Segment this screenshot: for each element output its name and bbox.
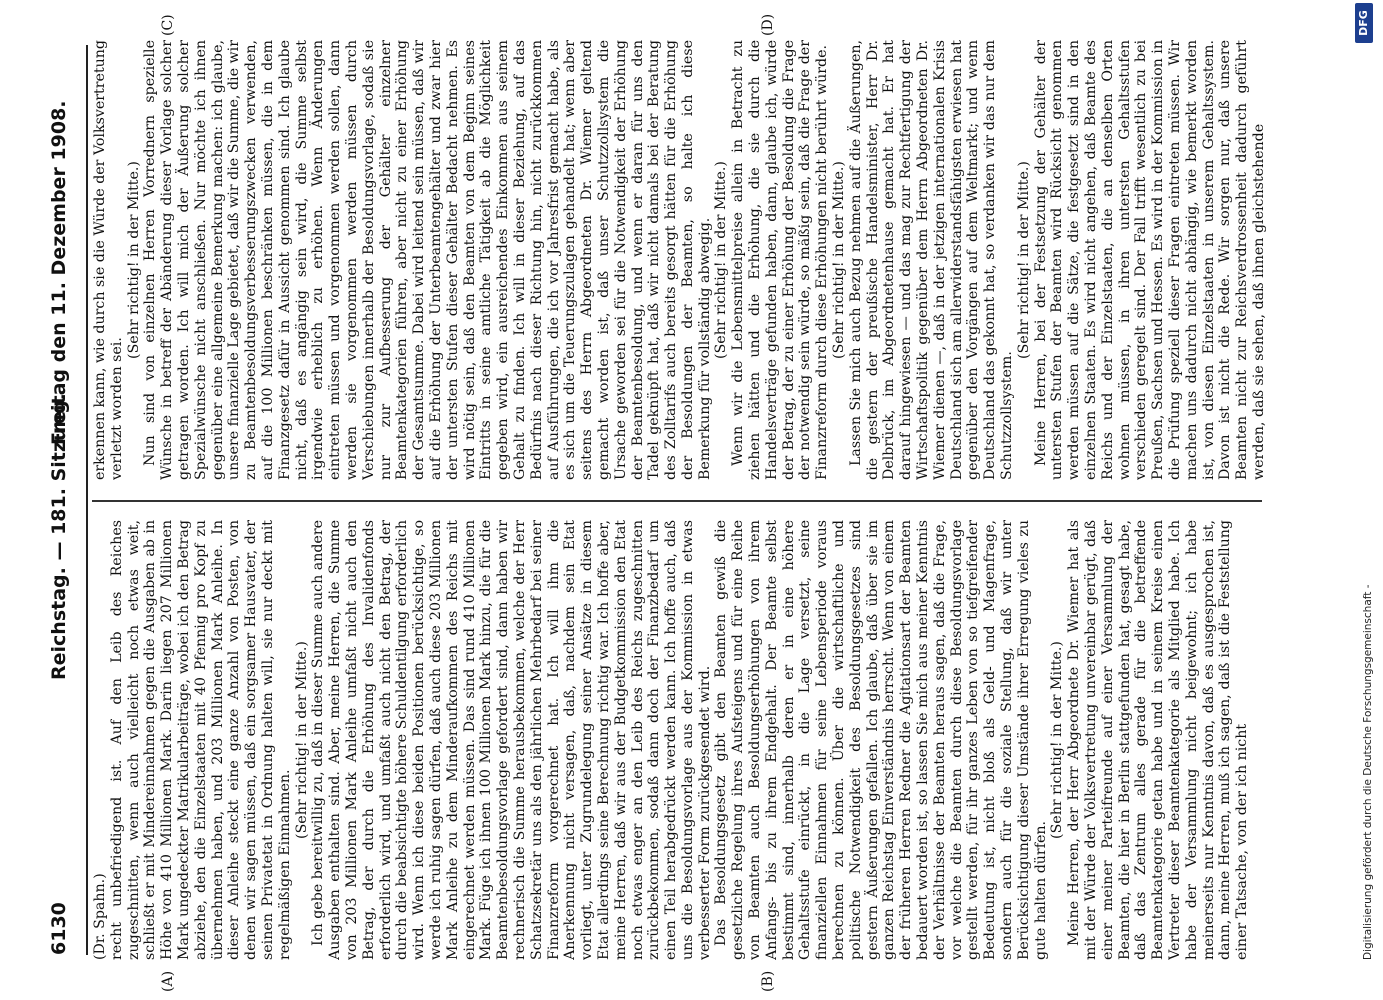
- interjection: (Sehr richtig! in der Mitte.): [713, 161, 730, 359]
- paragraph: erkennen kann, wie durch sie die Würde der Volksvertretung verletzt worden sei.: [92, 40, 125, 480]
- interjection: (Sehr richtig! in der Mitte.): [1049, 641, 1066, 839]
- session-title: Reichstag. — 181. Sitzung.: [48, 393, 70, 680]
- margin-marker-c: (C): [160, 14, 176, 36]
- page-header: [48, 55, 74, 955]
- speaker-label: (Dr. Spahn.): [92, 873, 108, 960]
- left-column: [92, 520, 1292, 960]
- header-rule: [86, 45, 88, 955]
- paragraph: recht unbefriedigend ist. Auf den Leib des Reiches zugeschnitten, wenn auch vielleicht noch etwas weit, schließt er mit Mindereinnahmen gegen die Ausgaben ab in Höhe von 410 Millionen Mark. Darin liegen 207 Millionen Mark ungedeckter Matrikularbeiträge, wobei ich den Betrag abziehe, den die Einzelstaaten mit 40 Pfennig pro Kopf zu übernehmen haben, und 203 Millionen Mark Anleihe. In dieser Anleihe steckt eine ganze Anzahl von Posten, von denen wir sagen müssen, daß ein sorgsamer Hausvater, der seinen Privatetat in Ordnung halten will, sie nur deckt mit regelmäßigen Einnahmen.: [108, 520, 293, 960]
- right-column: [92, 40, 1292, 480]
- page-number: 6130: [48, 902, 70, 955]
- paragraph: Ich gebe bereitwillig zu, daß in dieser Summe auch andere Ausgaben enthalten sind. Aber, meine Herren, die Summe von 203 Millionen Mark Anleihe umfaßt nicht auch den Betrag, der durch die Erhöhung des Invalidenfonds erforderlich wird, und umfaßt auch nicht den Betrag, der durch die beabsichtigte höhere Schuldentilgung erforderlich wird. Wenn ich diese beiden Positionen berücksichtige, so werde ich ruhig sagen dürfen, daß auch diese 203 Millionen Mark Anleihe zu dem Minderaufkommen des Reichs mit eingerechnet werden müssen. Das sind rund 410 Millionen Mark. Füge ich ihnen 100 Millionen Mark hinzu, die für die Beamtenbesoldungsvorlage gefordert sind, dann haben wir rechnerisch die Summe herausbekommen, welche der Herr Schatzsekretär uns als den jährlichen Mehrbedarf bei seiner Finanzreform vorgerechnet hat. Ich will ihm die Anerkennung nicht versagen, daß, nachdem sein Etat vorliegt, unter Zugrundelegung seiner Ansätze in diesem Etat allerdings seine Berechnung richtig war. Ich hoffe aber, meine Herren, daß wir aus der Budgetkommission den Etat noch etwas enger an den Leib des Reichs zugeschnitten zurückbekommen, sodaß dann doch der Finanzbedarf um einen Teil herabgedrückt werden kann. Ich hoffe auch, daß uns die Besoldungsvorlage aus der Kommission in etwas verbesserter Form zurückgesendet wird.: [310, 520, 713, 960]
- interjection: (Sehr richtig! in der Mitte.): [293, 641, 310, 839]
- margin-marker-d: (D): [760, 13, 776, 36]
- paragraph: Meine Herren, der Herr Abgeordnete Dr. Wiemer hat als mit der Würde der Volksvertretung unvereinbar gerügt, daß einer meiner Parteifreunde auf einer Versammlung der Beamten, die hier in Berlin stattgefunden hat, gesagt habe, daß das Zentrum alles gerade für die betreffende Beamtenkategorie getan habe und in seinem Kreise einen Vertreter dieser Beamtenkategorie als Mitglied habe. Ich habe der Versammlung nicht beigewohnt; ich habe meinerseits nur Kenntnis davon, daß es ausgesprochen ist, dann, meine Herren, muß ich sagen, daß ist die Feststellung einer Tatsache, von der ich nicht: [1066, 520, 1251, 960]
- digitization-credit: Digitalisierung gefördert durch die Deutsche Forschungsgemeinschaft -: [1362, 584, 1374, 960]
- paragraph: Meine Herren, bei der Festsetzung der Gehälter der untersten Stufen der Beamten wird Rücksicht genommen werden müssen auf die Sätze, die festgesetzt sind in den einzelnen Staaten. Es wird nicht angehen, daß Beamte des Reichs und der Einzelstaaten, die an denselben Orten wohnen müssen, in ihren untersten Gehaltsstufen verschieden geregelt sind. Der Fall trifft wesentlich zu bei Preußen, Sachsen und Hessen. Es wird in der Kommission in die Prüfung speziell dieser Fragen eintreten müssen. Wir machen uns dadurch nicht abhängig, wie bemerkt worden ist, von diesen Einzelstaaten in unserem Gehaltssystem. Davon ist nicht die Rede. Wir sorgen nur, daß unsere Beamten nicht zur Reichsverdrossenheit dadurch geführt werden, daß sie sehen, daß ihnen gleichstehende: [1032, 40, 1267, 480]
- paragraph: Nun sind von einzelnen Herren Vorrednern spezielle Wünsche in betreff der Abänderung dieser Vorlage solcher getragen worden. Ich will mich der Äußerung solcher Spezialwünsche nicht anschließen. Nur möchte ich ihnen gegenüber eine allgemeine Bemerkung machen: ich glaube, unsere finanzielle Lage gebietet, daß wir die Summe, die wir zu Beamtenbesoldungsverbesserungszwecken verwenden, auf die 100 Millionen beschränken müssen, die in dem Finanzgesetz dafür in Aussicht genommen sind. Ich glaube nicht, daß es angängig sein wird, die Summe selbst irgendwie erheblich zu erhöhen. Wenn Änderungen eintreten müssen und vorgenommen werden sollen, dann werden sie vorgenommen werden müssen durch Verschiebungen innerhalb der Besoldungsvorlage, sodaß sie nur zur Aufbesserung der Gehälter einzelner Beamtenkategorien führen, aber nicht zu einer Erhöhung der Gesamtsumme. Dabei wird leitend sein müssen, daß wir auf die Erhöhung der Unterbeamtengehälter und zwar hier der untersten Stufen dieser Gehälter Bedacht nehmen. Es wird nötig sein, daß den Beamten von dem Beginn seines Eintritts in seine amtliche Tätigkeit ab die Möglichkeit gegeben wird, ein ausreichendes Einkommen aus seinem Gehalt zu finden. Ich will in dieser Beziehung, auf das Bedürfnis nach dieser Richtung hin, nicht zurückkommen auf Ausführungen, die ich vor Jahresfrist gemacht habe, als es sich um die Teuerungszulagen gehandelt hat; wenn aber seitens des Herrn Abgeordneten Dr. Wiemer geltend gemacht worden ist, daß unser Schutzzollsystem die Ursache geworden sei für die Notwendigkeit der Erhöhung der Beamtenbesoldung, und wenn er daran für uns den Tadel geknüpft hat, daß wir nicht damals bei der Beratung des Zolltarifs auch bereits gesorgt hätten für die Erhöhung der Besoldungen der Beamten, so halte ich diese Bemerkung für vollständig abwegig.: [142, 40, 713, 480]
- interjection: (Sehr richtig! in der Mitte.): [125, 161, 142, 359]
- interjection: (Sehr richtig! in der Mitte.): [831, 161, 848, 359]
- dfg-logo: DFG: [1355, 3, 1373, 43]
- column-separator: [92, 501, 1262, 503]
- paragraph: Lassen Sie mich auch Bezug nehmen auf die Äußerungen, die gestern der preußische Handelsminister, Herr Dr. Delbrück, im Abgeordnetenhause gemacht hat. Er hat darauf hingewiesen — und das mag zur Rechtfertigung der Wirtschaftspolitik gegenüber dem Herrn Abgeordneten Dr. Wiemer dienen —, daß in der jetzigen internationalen Krisis Deutschland sich am allerwiderstandsfähigsten erwiesen hat gegenüber den Vorgängen auf dem Weltmarkt; und wenn Deutschland das gekonnt hat, so verdanken wir das nur dem Schutzzollsystem.: [847, 40, 1016, 480]
- margin-marker-b: (B): [760, 970, 776, 992]
- paragraph: Wenn wir die Lebensmittelpreise allein in Betracht zu ziehen hätten und die Erhöhung, die sie durch die Handelsverträge gefunden haben, dann, glaube ich, würde der Betrag, der zu einer Erhöhung der Besoldung die Frage der notwendig sein würde, so mäßig sein, daß die Frage der Finanzreform durch diese Erhöhungen nicht berührt würde.: [730, 40, 831, 480]
- margin-marker-a: (A): [160, 970, 176, 992]
- paragraph: Das Besoldungsgesetz gibt den Beamten gewiß die gesetzliche Regelung ihres Aufsteigens und für eine Reihe von Beamten auch Besoldungserhöhungen von ihrem Anfangs- bis zu ihrem Endgehalt. Der Beamte selbst bestimmt sind, innerhalb deren er in eine höhere Gehaltsstufe einrückt, in die Lage versetzt, seine finanziellen Einnahmen für seine Lebensperiode voraus berechnen zu können. Über die wirtschaftliche und politische Notwendigkeit des Besoldungsgesetzes sind gestern Äußerungen gefallen. Ich glaube, daß über sie im ganzen Reichstag Einverständnis herrscht. Wenn von einem der früheren Herren Redner die Agitationsart der Beamten bedauert worden ist, so lassen Sie mich aus meiner Kenntnis der Verhältnisse der Beamten heraus sagen, daß die Frage, vor welche die Beamten durch diese Besoldungsvorlage gestellt werden, für ihr ganzes Leben von so tiefgreifender Bedeutung ist, nicht bloß als Geld- und Magenfrage, sondern auch für die soziale Stellung, daß wir unter Berücksichtigung dieser Umstände ihrer Erregung vieles zu gute halten dürfen.: [713, 520, 1049, 960]
- interjection: (Sehr richtig! in der Mitte.): [1015, 161, 1032, 359]
- session-date: Freitag den 11. Dezember 1908.: [48, 100, 70, 445]
